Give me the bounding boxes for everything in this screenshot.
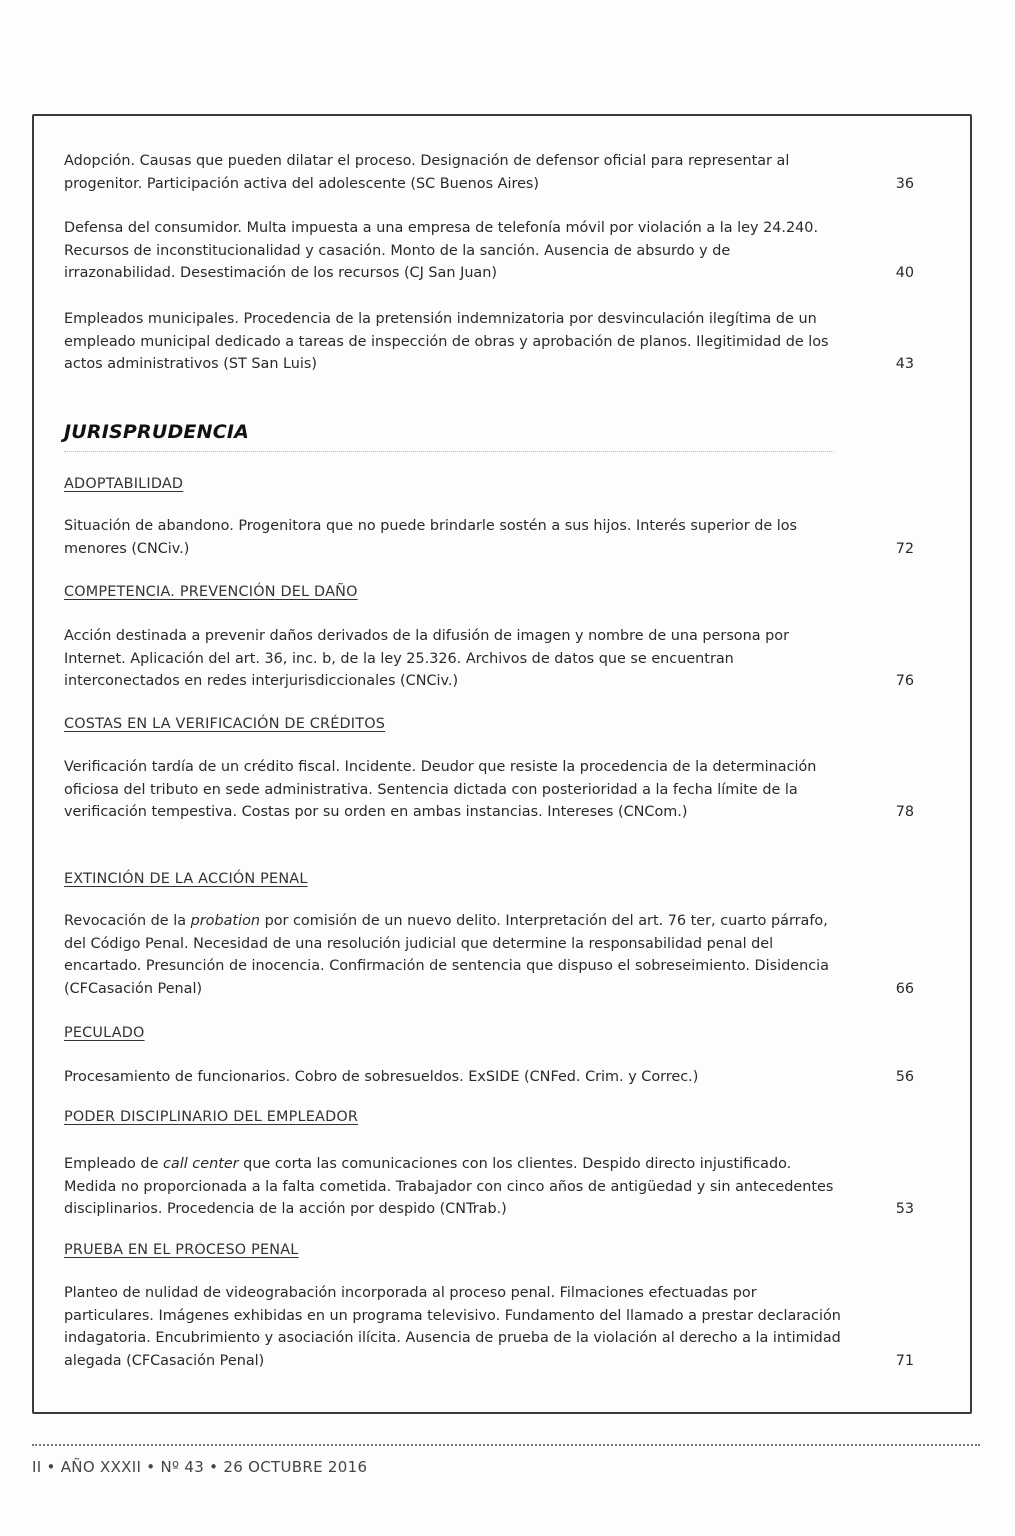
category-title: PRUEBA EN EL PROCESO PENAL (64, 1242, 299, 1258)
index-entry (64, 910, 914, 1000)
entry-text: Acción destinada a prevenir daños derivados de la difusión de imagen y nombre de una persona por Internet. Aplicación del art. 36, inc. b, de la ley 25.326. Archivos de datos que se encuentran interconectados en redes interjurisdiccionales (CNCiv.) (64, 628, 789, 689)
entry-text: Empleados municipales. Procedencia de la pretensión indemnizatoria por desvinculación ilegítima de un empleado municipal dedicado a tareas de inspección de obras y aprobación de planos. Ilegitimidad de los actos administrativos (ST San Luis) (64, 311, 829, 372)
page-number: 53 (895, 1201, 914, 1217)
page-number: 66 (895, 980, 914, 997)
page-number: 36 (895, 175, 914, 192)
page-number: 78 (895, 804, 914, 820)
index-entry (64, 625, 914, 693)
section-title: JURISPRUDENCIA (64, 421, 250, 443)
footer-issue-info: II • AÑO XXXII • Nº 43 • 26 OCTUBRE 2016 (32, 1458, 368, 1476)
entry-text-part: Empleado de (64, 1156, 163, 1172)
category-title: ADOPTABILIDAD (64, 476, 184, 492)
entry-text: Planteo de nulidad de videograbación incorporada al proceso penal. Filmaciones efectuadas por particulares. Imágenes exhibidas en un programa televisivo. Fundamento del llamado a prestar declaración indagatoria. Encubrimiento y asociación ilícita. Ausencia de prueba de la violación al derecho a la intimidad alegada (CFCasación Penal) (64, 1285, 841, 1369)
category-title: EXTINCIÓN DE LA ACCIÓN PENAL (64, 871, 308, 887)
category-title: COMPETENCIA. PREVENCIÓN DEL DAÑO (64, 584, 358, 600)
entry-text: Verificación tardía de un crédito fiscal. Incidente. Deudor que resiste la procedencia de la determinación oficiosa del tributo en sede administrativa. Sentencia dictada con posterioridad a la fecha límite de la verificación tempestiva. Costas por su orden en ambas instancias. Intereses (CNCom.) (64, 759, 817, 820)
footer-divider (32, 1444, 980, 1446)
index-entry (64, 217, 914, 285)
category-title: PODER DISCIPLINARIO DEL EMPLEADOR (64, 1109, 359, 1125)
index-entry (64, 756, 914, 824)
entry-text-italic: call center (163, 1156, 239, 1172)
category-title: PECULADO (64, 1025, 145, 1041)
entry-text-part: Revocación de la (64, 913, 191, 929)
page-number: 40 (895, 265, 914, 281)
index-entry (64, 1066, 914, 1089)
entry-text (64, 910, 844, 1000)
page-number: 76 (895, 673, 914, 689)
category-title: COSTAS EN LA VERIFICACIÓN DE CRÉDITOS (64, 716, 386, 732)
entry-text-part: que corta las comunicaciones con los clientes. Despido directo injustificado. Medida no proporcionada a la falta cometida. Trabajador con cinco años de antigüedad y sin antecedentes disciplinarios. Procedencia de la acción por despido (CNTrab.) (64, 1156, 834, 1217)
entry-text: Situación de abandono. Progenitora que no puede brindarle sostén a sus hijos. Interés superior de los menores (CNCiv.) (64, 518, 798, 557)
index-entry (64, 150, 914, 195)
index-entry (64, 308, 914, 376)
entry-text-italic: probation (190, 913, 260, 929)
entry-text-part: por comisión de un nuevo delito. Interpretación del art. 76 ter, cuarto párrafo, del Código Penal. Necesidad de una resolución judicial que determine la responsabilidad penal del encartado. Presunción de inocencia. Confirmación de sentencia que dispuso el sobreseimiento. Disidencia (CFCasación Penal) (64, 913, 829, 997)
entry-text: Procesamiento de funcionarios. Cobro de sobresueldos. ExSIDE (CNFed. Crim. y Correc.) (64, 1069, 699, 1085)
entry-text: Adopción. Causas que pueden dilatar el proceso. Designación de defensor oficial para representar al progenitor. Participación activa del adolescente (SC Buenos Aires) (64, 153, 790, 192)
index-entry (64, 515, 914, 560)
section-divider (64, 451, 834, 452)
index-entry (64, 1153, 914, 1221)
index-entry (64, 1282, 914, 1372)
page-number: 56 (895, 1069, 914, 1085)
page-number: 43 (895, 356, 914, 372)
entry-text: Defensa del consumidor. Multa impuesta a una empresa de telefonía móvil por violación a la ley 24.240. Recursos de inconstitucionalidad y casación. Monto de la sanción. Ausencia de absurdo y de irrazonabilidad. Desestimación de los recursos (CJ San Juan) (64, 220, 819, 281)
page-number: 71 (895, 1352, 914, 1369)
page-number: 72 (895, 540, 914, 557)
entry-text (64, 1153, 844, 1221)
